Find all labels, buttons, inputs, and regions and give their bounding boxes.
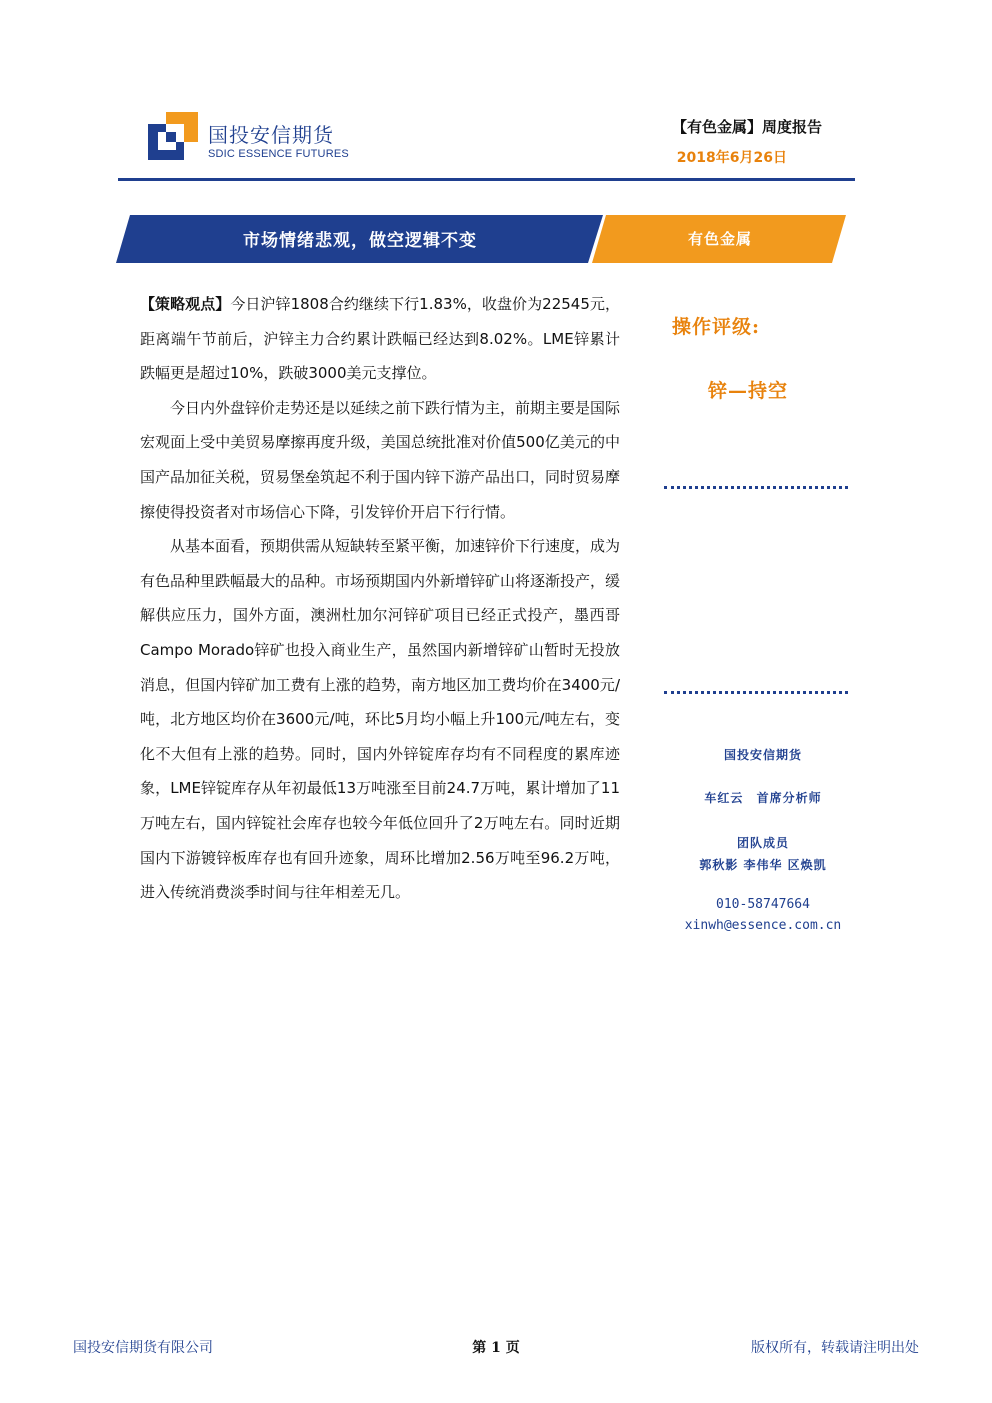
rating-label: 操作评级:: [672, 316, 761, 338]
sidebar-email: xinwh@essence.com.cn: [684, 918, 842, 933]
report-date: 2018年6月26日: [676, 150, 787, 166]
sidebar-analyst: 车红云 首席分析师: [704, 791, 822, 805]
strategy-tag: 【策略观点】: [140, 295, 231, 313]
sidebar-team-label: 团队成员: [736, 836, 789, 850]
logo-chinese-name: 国投安信期货: [208, 123, 334, 147]
logo-english-name: SDIC ESSENCE FUTURES: [208, 148, 349, 160]
sidebar-team-members: 郭秋影 李伟华 区焕凯: [699, 858, 827, 872]
fundamentals-paragraph: 从基本面看，预期供需从短缺转至紧平衡，加速锌价下行速度，成为有色品种里跌幅最大的品种。市场预期国内外新增锌矿山将逐渐投产，缓解供应压力，国外方面，澳洲杜加尔河锌矿项目已经正式投产，墨西哥Campo Morado锌矿也投入商业生产，虽然国内新增锌矿山暂时无投放消息，但国内锌矿加工费有上涨的趋势，南方地区加工费均价在3400元/吨，北方地区均价在3600元/吨，环比5月均小幅上升100元/吨左右，变化不大但有上涨的趋势。同时，国内外锌锭库存均有不同程度的累库迹象，LME锌锭库存从年初最低13万吨涨至目前24.7万吨，累计增加了11万吨左右，国内锌锭社会库存也较今年低位回升了2万吨左右。同时近期国内下游镀锌板库存也有回升迹象，周环比增加2.56万吨至96.2万吨，进入传统消费淡季时间与往年相差无几。: [140, 537, 621, 902]
page-number: 第 1 页: [472, 1340, 520, 1356]
sidebar-phone: 010-58747664: [716, 897, 810, 912]
sector-label: 有色金属: [687, 230, 752, 248]
sidebar-divider: [664, 486, 848, 489]
report-headline: 市场情绪悲观，做空逻辑不变: [243, 231, 477, 251]
rating-value: 锌—持空: [708, 380, 789, 402]
footer-copyright: 版权所有，转载请注明出处: [751, 1340, 919, 1356]
sidebar-divider: [664, 691, 848, 694]
footer-company: 国投安信期货有限公司: [73, 1340, 213, 1356]
sidebar-company: 国投安信期货: [723, 748, 802, 762]
company-logo-icon: [148, 112, 198, 160]
report-body: [140, 287, 620, 910]
strategy-text: 今日沪锌1808合约继续下行1.83%，收盘价为22545元，距离端午节前后，沪锌主力合约累计跌幅已经达到8.02%。LME锌累计跌幅更是超过10%，跌破3000美元支撑位。: [140, 295, 620, 383]
header-divider: [118, 178, 855, 181]
macro-paragraph: 今日内外盘锌价走势还是以延续之前下跌行情为主，前期主要是国际宏观面上受中美贸易摩擦再度升级，美国总统批准对价值500亿美元的中国产品加征关税，贸易堡垒筑起不利于国内锌下游产品出口，同时贸易摩擦使得投资者对市场信心下降，引发锌价开启下行行情。: [140, 398, 621, 521]
report-type: 【有色金属】周度报告: [671, 118, 822, 136]
strategy-paragraph: [140, 287, 620, 391]
